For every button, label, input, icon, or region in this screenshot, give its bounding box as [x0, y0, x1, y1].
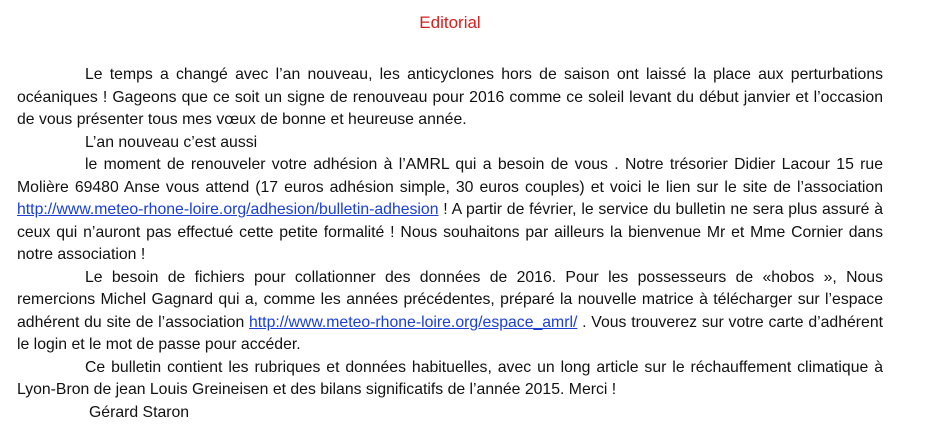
- membership-link[interactable]: http://www.meteo-rhone-loire.org/adhesion/bulletin-adhesion: [17, 201, 439, 218]
- paragraph-membership: [17, 154, 883, 267]
- member-space-link[interactable]: http://www.meteo-rhone-loire.org/espace_amrl/: [249, 313, 578, 331]
- paragraph-weather: Le temps a changé avec l’an nouveau, les anticyclones hors de saison ont laissé la place aux perturbations océaniques ! Gageons que ce soit un signe de renouveau pour 2016 comme ce soleil levant du début janvier et l’occasion de vous présenter tous mes vœux de bonne et heureuse année.: [17, 66, 883, 128]
- data-files-text-before: Le besoin de fichiers pour collationner des données de 2016. Pour les possesseurs de «hobos », Nous remercions Michel Gagnard qui a, comme les années précédentes, préparé la nouvelle matrice à télécharger sur l’espace adhérent du site de l’association: [17, 268, 883, 331]
- editorial-title: Editorial: [419, 13, 481, 32]
- signature: Gérard Staron: [89, 403, 190, 421]
- paragraph-data-files: [17, 267, 883, 357]
- membership-text-before: le moment de renouveler votre adhésion à l’AMRL qui a besoin de vous . Notre trésorier Didier Lacour 15 rue Molière 69480 Anse vous attend (17 euros adhésion simple, 30 euros couples) et voici le lien sur le site de l’association: [17, 156, 883, 196]
- membership-text-after: ! A partir de février, le service du bulletin ne sera plus assuré à ceux qui n’auront pas effectué cette petite formalité ! Nous souhaitons par ailleurs la bienvenue Mr et Mme Cornier dans notre association !: [17, 201, 883, 263]
- data-files-text-after: . Vous trouverez sur votre carte d’adhérent le login et le mot de passe pour accéder.: [17, 313, 883, 353]
- editorial-body: [17, 64, 883, 424]
- paragraph-bulletin-contents: Ce bulletin contient les rubriques et données habituelles, avec un long article sur le réchauffement climatique à Lyon-Bron de jean Louis Greineisen et des bilans significatifs de l’année 2015. Merci !: [17, 358, 883, 398]
- paragraph-new-year-intro: L’an nouveau c’est aussi: [85, 133, 258, 151]
